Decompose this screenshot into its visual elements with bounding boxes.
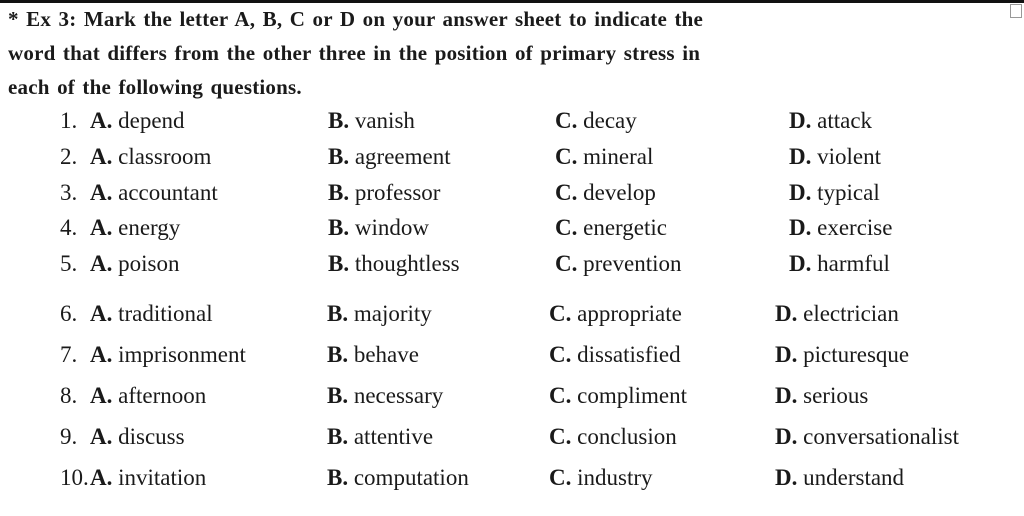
option-word: thoughtless — [354, 251, 460, 276]
question-number: 3. — [60, 180, 78, 205]
option-word: appropriate — [577, 301, 682, 326]
option-word: computation — [353, 465, 469, 490]
option-word: energy — [118, 215, 181, 240]
question-number: 6. — [60, 301, 78, 326]
option-word: poison — [118, 251, 180, 276]
question-number: 2. — [60, 144, 78, 169]
answer-option — [328, 140, 451, 174]
option-word: decay — [583, 108, 637, 133]
answer-option — [328, 247, 460, 281]
question-row — [0, 104, 1024, 138]
answer-option — [549, 420, 677, 454]
answer-option — [327, 297, 432, 331]
answer-option — [90, 297, 213, 331]
option-letter: C. — [549, 465, 572, 490]
answer-option — [789, 211, 892, 245]
answer-option — [555, 211, 667, 245]
answer-option — [555, 140, 653, 174]
question-row — [0, 176, 1024, 210]
option-letter: C. — [549, 383, 572, 408]
option-letter: C. — [555, 215, 578, 240]
question-number: 9. — [60, 424, 78, 449]
option-letter: A. — [90, 342, 113, 367]
option-word: conclusion — [577, 424, 677, 449]
option-word: afternoon — [118, 383, 207, 408]
answer-option — [327, 461, 469, 495]
question-row — [0, 247, 1024, 281]
instructions-line: word that differs from the other three in the position of primary stress in — [8, 41, 701, 65]
option-letter: A. — [90, 108, 113, 133]
option-letter: B. — [328, 144, 350, 169]
option-letter: D. — [775, 383, 798, 408]
option-letter: B. — [327, 383, 349, 408]
answer-option — [327, 420, 433, 454]
answer-option — [775, 420, 959, 454]
option-word: picturesque — [803, 342, 910, 367]
question-number: 10. — [60, 465, 89, 490]
question-row — [0, 420, 1024, 454]
option-word: accountant — [118, 180, 218, 205]
option-word: necessary — [353, 383, 444, 408]
option-letter: A. — [90, 180, 113, 205]
option-word: serious — [803, 383, 869, 408]
answer-option — [549, 461, 653, 495]
answer-option — [327, 338, 419, 372]
option-letter: B. — [328, 251, 350, 276]
answer-option — [90, 211, 180, 245]
option-letter: D. — [789, 215, 812, 240]
option-letter: A. — [90, 465, 113, 490]
option-word: classroom — [118, 144, 212, 169]
answer-option — [789, 176, 880, 210]
option-letter: B. — [328, 180, 350, 205]
option-word: typical — [817, 180, 880, 205]
answer-option — [789, 247, 890, 281]
question-number: 4. — [60, 215, 78, 240]
option-word: exercise — [817, 215, 893, 240]
option-letter: D. — [789, 144, 812, 169]
option-word: behave — [353, 342, 419, 367]
option-letter: B. — [327, 301, 349, 326]
answer-option — [555, 176, 656, 210]
option-word: energetic — [583, 215, 667, 240]
option-letter: C. — [549, 301, 572, 326]
option-word: agreement — [354, 144, 451, 169]
answer-option — [555, 247, 681, 281]
option-word: violent — [817, 144, 882, 169]
option-letter: A. — [90, 383, 113, 408]
option-word: develop — [583, 180, 656, 205]
question-row — [0, 461, 1024, 495]
option-letter: B. — [327, 424, 349, 449]
answer-option — [90, 140, 211, 174]
answer-option — [90, 461, 206, 495]
option-letter: C. — [549, 342, 572, 367]
answer-option — [90, 420, 185, 454]
option-word: attack — [817, 108, 873, 133]
question-row — [0, 338, 1024, 372]
option-word: vanish — [354, 108, 415, 133]
question-number: 8. — [60, 383, 78, 408]
option-letter: A. — [90, 251, 113, 276]
option-letter: D. — [775, 301, 798, 326]
answer-option — [549, 379, 687, 413]
option-word: compliment — [577, 383, 687, 408]
option-letter: A. — [90, 215, 113, 240]
option-letter: A. — [90, 424, 113, 449]
option-word: understand — [803, 465, 905, 490]
option-letter: B. — [327, 342, 349, 367]
option-letter: A. — [90, 144, 113, 169]
answer-option — [328, 104, 415, 138]
option-letter: D. — [775, 424, 798, 449]
question-row — [0, 297, 1024, 331]
option-letter: D. — [789, 251, 812, 276]
answer-option — [775, 297, 899, 331]
question-number: 1. — [60, 108, 78, 133]
answer-option — [90, 176, 218, 210]
answer-option — [328, 176, 440, 210]
option-word: harmful — [817, 251, 890, 276]
answer-option — [328, 211, 429, 245]
answer-option — [90, 247, 179, 281]
option-letter: D. — [789, 180, 812, 205]
question-row — [0, 379, 1024, 413]
exercise-instructions — [8, 2, 1016, 104]
option-word: mineral — [583, 144, 654, 169]
answer-option — [549, 338, 681, 372]
question-row — [0, 211, 1024, 245]
option-letter: C. — [555, 180, 578, 205]
option-letter: B. — [328, 108, 350, 133]
answer-option — [775, 379, 868, 413]
option-word: electrician — [803, 301, 899, 326]
option-word: imprisonment — [118, 342, 246, 367]
answer-option — [789, 140, 881, 174]
answer-option — [775, 338, 909, 372]
option-word: dissatisfied — [577, 342, 681, 367]
option-letter: D. — [775, 342, 798, 367]
option-word: traditional — [118, 301, 213, 326]
option-word: professor — [354, 180, 441, 205]
option-letter: B. — [328, 215, 350, 240]
option-word: majority — [353, 301, 432, 326]
question-number: 5. — [60, 251, 78, 276]
option-letter: A. — [90, 301, 113, 326]
answer-option — [90, 338, 246, 372]
option-letter: D. — [789, 108, 812, 133]
option-letter: C. — [555, 108, 578, 133]
answer-option — [549, 297, 682, 331]
instructions-line: * Ex 3: Mark the letter A, B, C or D on your answer sheet to indicate the — [8, 7, 704, 31]
answer-option — [90, 104, 185, 138]
option-word: attentive — [353, 424, 434, 449]
answer-option — [789, 104, 872, 138]
answer-option — [555, 104, 637, 138]
option-letter: B. — [327, 465, 349, 490]
answer-option — [775, 461, 904, 495]
answer-option — [90, 379, 206, 413]
question-number: 7. — [60, 342, 78, 367]
option-word: depend — [118, 108, 185, 133]
option-word: discuss — [118, 424, 185, 449]
question-row — [0, 140, 1024, 174]
answer-option — [327, 379, 443, 413]
option-letter: C. — [555, 251, 578, 276]
option-letter: D. — [775, 465, 798, 490]
option-letter: C. — [555, 144, 578, 169]
instructions-line: each of the following questions. — [8, 75, 302, 99]
option-word: conversationalist — [803, 424, 959, 449]
option-word: window — [354, 215, 429, 240]
option-word: invitation — [118, 465, 207, 490]
option-word: prevention — [583, 251, 682, 276]
option-letter: C. — [549, 424, 572, 449]
option-word: industry — [577, 465, 653, 490]
